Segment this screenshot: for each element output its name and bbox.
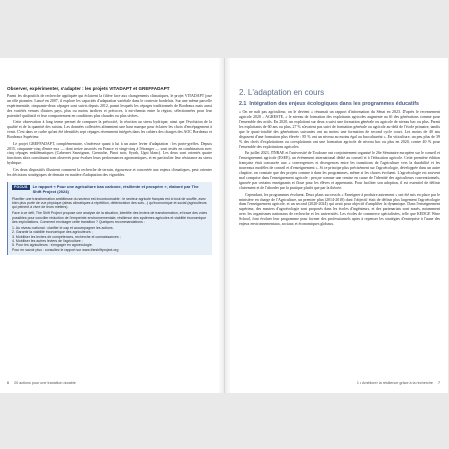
focus-header xyxy=(12,185,208,195)
focus-list-item: 1. Au niveau national : clarifier le cap et accompagner les actions. xyxy=(12,225,114,230)
subsection-title xyxy=(239,101,440,107)
subsection-number: 2.1 xyxy=(239,101,247,107)
right-page xyxy=(224,58,448,393)
focus-list-item: 4. Mobiliser les autres leviers de l'agriculture ; xyxy=(12,239,83,243)
left-page xyxy=(0,58,224,393)
focus-list-item: 5. Pour les agriculteurs : s'engager en agroécologie. xyxy=(12,243,93,248)
paragraph: Parmi les dispositifs de recherche appliquée qui éclairent la filière face aux changements climatiques, le projet VITADAPT joue un rôle pionnier. Lancé en 2007, il explore les capacités d'adaptation variétale dans le contexte bordelais. Sur une même parcelle expérimentale, cinquante-deux cépages sont suivis depuis 2012, parmi lesquels les cépages traditionnels de Bordeaux mais aussi des variétés venues d'autres pays, plus ou moins tardives et précoces, à mi-chemin entre la région, sélectionnées pour leur potentiel qualitatif et leur comportement en conditions plus chaudes ou plus sèches. xyxy=(7,93,212,118)
paragraph: Cependant, les programmes évoluent. Deux plans successifs « Enseigner à produire autrement » ont été mis en place par le ministère en charge de l'Agriculture, un premier plan (2014-2018) dont l'objectif était de définir plus largement l'agroécologie dans l'enseignement agricole, et un second (2020-2024) qui avait pour objectif d'amplifier la dynamique. Dans l'enseignement supérieur, des masters d'agroécologie sont proposés dans les écoles d'ingénieurs, et des partenariats sont noués, notamment avec les organismes nationaux de recherche et les universités. Les écoles de commerce spécialisées, telle que KEDGE Wine School, font évoluer leur programme pour former des professionnels aptes à repenser les stratégies d'entreprise à l'aune des enjeux environnementaux, sociaux et économiques globaux. xyxy=(239,191,440,227)
paragraph: Ces deux dispositifs illustrent comment la recherche de terrain, rigoureuse et concertée aux enjeux climatiques, peut orienter les décisions stratégiques de demain en matière d'adaptation des vignobles. xyxy=(7,166,212,177)
running-title: 20 actions pour une transition durable xyxy=(14,381,76,385)
paragraph: Cette observation à long terme permet de comparer la précocité, la réaction au stress hydrique, ainsi que l'évolution de la qualité et de la quantité des raisins. Les données collectées alimentent une base marque pour éclairer les choix d'encépagement à venir. C'est dans ce cadre qu'ont été identifiés sept cépages récemment intégrés dans les cahiers des charges des AOC Bordeaux et Bordeaux Supérieur. xyxy=(7,119,212,140)
focus-list-item: 2. Garantir la viabilité économique des agriculteurs ; xyxy=(12,230,93,235)
focus-title: Le rapport « Pour une agriculture bas carbone, résiliente et prospère », élaboré par The Shift Project (2024) xyxy=(32,183,199,194)
running-title: 1 • Améliorer la résilience grâce à la recherche xyxy=(356,381,433,385)
focus-paragraph: Planifier une transformation ambitieuse du secteur est incontournable : le secteur agricole français est à bout de souffle, avec bien plus porté de vue physique (aléas climatiques à répétition, détérioration des sols...) qu'économique et social (agriculteurs qui peinent à vivre de leurs métiers). xyxy=(12,196,207,210)
page-number: 6 xyxy=(7,381,10,385)
focus-tag: FOCUS xyxy=(14,184,28,189)
right-folio xyxy=(357,381,440,386)
paragraph: « On ne naît pas agriculteur, on le devient » résumait un rapport d'information du Sénat en 2023. D'après le recensement agricole 2020 – AGRESTE, « le niveau de formation des exploitants agricoles augmente au fil des générations comme pour l'ensemble des actifs. En 2020, un exploitant sur deux a suivi une formation générale ou agricole de niveau bac ou plus. Parmi les exploitants de 60 ans ou plus, 27 % n'avaient pas suivi de formation générale ou agricole au-delà de l'école primaire, tandis que le quasi-totalité des générations suivantes ont au moins une formation de second cycle court. Les moins de 40 ans disposent d'une formation plus élevée : 85 % ont un niveau au moins égal au baccalauréat ». En viticulture, un peu plus de 39 % des chefs d'exploitations ou coexploitants ont une formation agricole de niveau bac ou plus en 2020, contre 40 % pour l'ensemble des exploitations agricoles. xyxy=(239,109,440,149)
book-spread xyxy=(0,58,449,393)
focus-list-item: Pour en savoir plus : consultez le rapport sur www.theshiftproject.org xyxy=(12,247,119,252)
section-title: Observer, expérimenter, s'adapter : les projets VITADAPT et GREFFADAPT xyxy=(7,86,170,91)
page-number: 7 xyxy=(437,381,440,385)
left-folio xyxy=(7,381,76,386)
focus-box xyxy=(7,182,212,255)
paragraph: Le projet GREFFADAPT, complémentaire, s'intéresse quant à lui à un autre levier d'adaptation : les porte-greffes. Depuis 2015, cinquante-cinq d'entre eux — dont treize associés en France et vingt-cinq à l'étranger — sont testés en combinaison avec cinq cépages emblématiques (Cabernet Sauvignon, Grenache, Pinot noir, Syrah, Ugni blanc). Les deux sont orientés quatre fonctions alors constituant sont observés pour évaluer leurs performances agronomiques, et en particulier leur résistance au stress hydrique. xyxy=(7,140,212,166)
focus-list xyxy=(12,226,208,252)
chapter-title: 2. L'adaptation en cours xyxy=(239,88,325,97)
focus-paragraph: Face à ce défi, The Shift Project propose une analyse de la situation, identifie des leviers de transformation, et trace des voies possibles pour concilier réduction de l'empreinte environnementale, résilience des systèmes agricoles et viabilité économique des exploitations. Comment envisager cette transition ? Quelques recommandations : xyxy=(12,211,208,224)
gutter-shadow xyxy=(225,58,231,393)
focus-list-item: 3. Mobiliser les leviers de compétences, recherche et connaissances ; xyxy=(12,234,121,239)
paragraph: En juillet 2023, l'INRAE et l'université de Toulouse ont conjointement organisé le 26e Séminaire européen sur le conseil et l'enseignement agricole (ESEE), un événement international dédié au conseil et à l'éducation agricole. Cette première édition française était consacrée aux « convergences et divergences entre les transitions de l'agriculture vers la durabilité et les nouveaux modèles de conseil et d'enseignement ». Si ce principe plus précisément sur l'agroécologie, développée dans un autre chapitre, on constate que des projets comme à dans les programmes, même si les choses évoluent. L'agroécologie est souvent mal comprise dans l'enseignement agricole : perçue comme une remise en cause de l'identité des agriculteurs conventionnels, ignorée par certains enseignants et floue pour les élèves et apprenants. Pour faciliter son adoption, il est essentiel de définir clairement et de l'aborder par la pratique plutôt que par la théorie. xyxy=(239,150,440,191)
subsection-text: Intégration des enjeux écologiques dans les programmes éducatifs xyxy=(249,101,419,107)
